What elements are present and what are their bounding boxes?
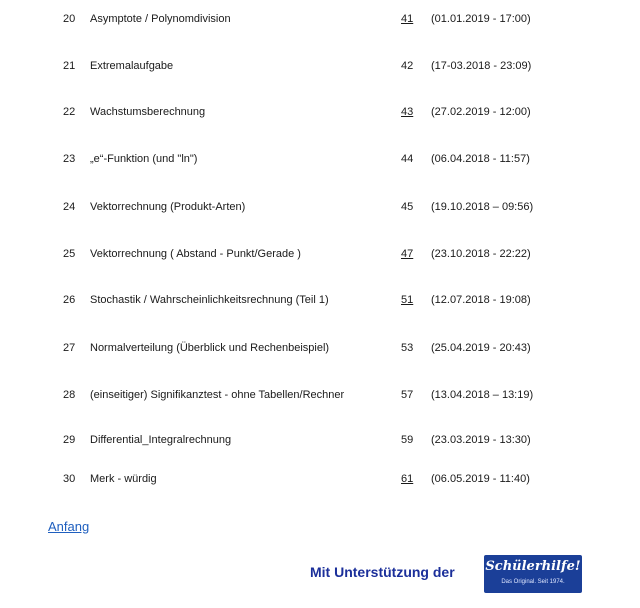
toc-row-page: 42: [401, 60, 414, 72]
anfang-link[interactable]: Anfang: [48, 519, 90, 534]
toc-row-page: 59: [401, 434, 414, 446]
toc-row-number: 27: [63, 342, 76, 354]
toc-row-date: (06.04.2018 - 11:57): [431, 153, 530, 165]
toc-row-page-link[interactable]: 47: [401, 248, 414, 260]
toc-row: [0, 290, 640, 310]
toc-row: [0, 244, 640, 264]
toc-row-page: 53: [401, 342, 414, 354]
toc-row-page: 45: [401, 201, 414, 213]
toc-row-number: 20: [63, 13, 76, 25]
toc-row-page-link[interactable]: 51: [401, 294, 414, 306]
toc-row-page-link[interactable]: 61: [401, 473, 414, 485]
toc-row-date: (13.04.2018 – 13:19): [431, 389, 534, 401]
toc-row-page-link[interactable]: 41: [401, 13, 414, 25]
toc-row-title: Extremalaufgabe: [90, 60, 174, 72]
toc-row-date: (27.02.2019 - 12:00): [431, 106, 531, 118]
toc-row: [0, 9, 640, 29]
toc-row-title: „e“-Funktion (und "ln"): [90, 153, 198, 165]
toc-row: [0, 430, 640, 450]
toc-row: [0, 469, 640, 489]
toc-row-title: Stochastik / Wahrscheinlichkeitsrechnung (Teil 1): [90, 294, 329, 306]
toc-row-date: (01.01.2019 - 17:00): [431, 13, 531, 25]
toc-row-number: 21: [63, 60, 76, 72]
toc-row-date: (12.07.2018 - 19:08): [431, 294, 531, 306]
toc-row-title: (einseitiger) Signifikanztest - ohne Tabellen/Rechner: [90, 389, 345, 401]
toc-row-number: 29: [63, 434, 76, 446]
toc-row-page: 57: [401, 389, 414, 401]
toc-row-page: 44: [401, 153, 414, 165]
toc-row-date: (19.10.2018 – 09:56): [431, 201, 534, 213]
toc-row-number: 30: [63, 473, 76, 485]
toc-row-date: (23.10.2018 - 22:22): [431, 248, 531, 260]
toc-row-title: Vektorrechnung (Produkt-Arten): [90, 201, 246, 213]
toc-row-number: 26: [63, 294, 76, 306]
toc-row: [0, 149, 640, 169]
toc-row: [0, 56, 640, 76]
toc-row-date: (25.04.2019 - 20:43): [431, 342, 531, 354]
toc-row: [0, 102, 640, 122]
toc-row-date: (23.03.2019 - 13:30): [431, 434, 531, 446]
toc-row-title: Wachstumsberechnung: [90, 106, 206, 118]
toc-row-page-link[interactable]: 43: [401, 106, 414, 118]
toc-row-title: Differential_Integralrechnung: [90, 434, 232, 446]
schuelerhilfe-logo[interactable]: [484, 555, 582, 593]
support-text: Mit Unterstützung der: [310, 564, 455, 580]
logo-name: Schülerhilfe!: [485, 559, 581, 574]
toc-row-number: 25: [63, 248, 76, 260]
toc-row: [0, 385, 640, 405]
toc-row-title: Asymptote / Polynomdivision: [90, 13, 231, 25]
toc-row-number: 28: [63, 389, 76, 401]
toc-row: [0, 197, 640, 217]
toc-row-date: (17-03.2018 - 23:09): [431, 60, 532, 72]
toc-row: [0, 338, 640, 358]
toc-row-number: 22: [63, 106, 76, 118]
toc-row-number: 23: [63, 153, 76, 165]
toc-row-title: Merk - würdig: [90, 473, 157, 485]
toc-row-title: Vektorrechnung ( Abstand - Punkt/Gerade ): [90, 248, 301, 260]
logo-tagline: Das Original. Seit 1974.: [501, 579, 565, 585]
toc-row-title: Normalverteilung (Überblick und Rechenbeispiel): [90, 342, 330, 354]
toc-row-date: (06.05.2019 - 11:40): [431, 473, 530, 485]
toc-row-number: 24: [63, 201, 76, 213]
